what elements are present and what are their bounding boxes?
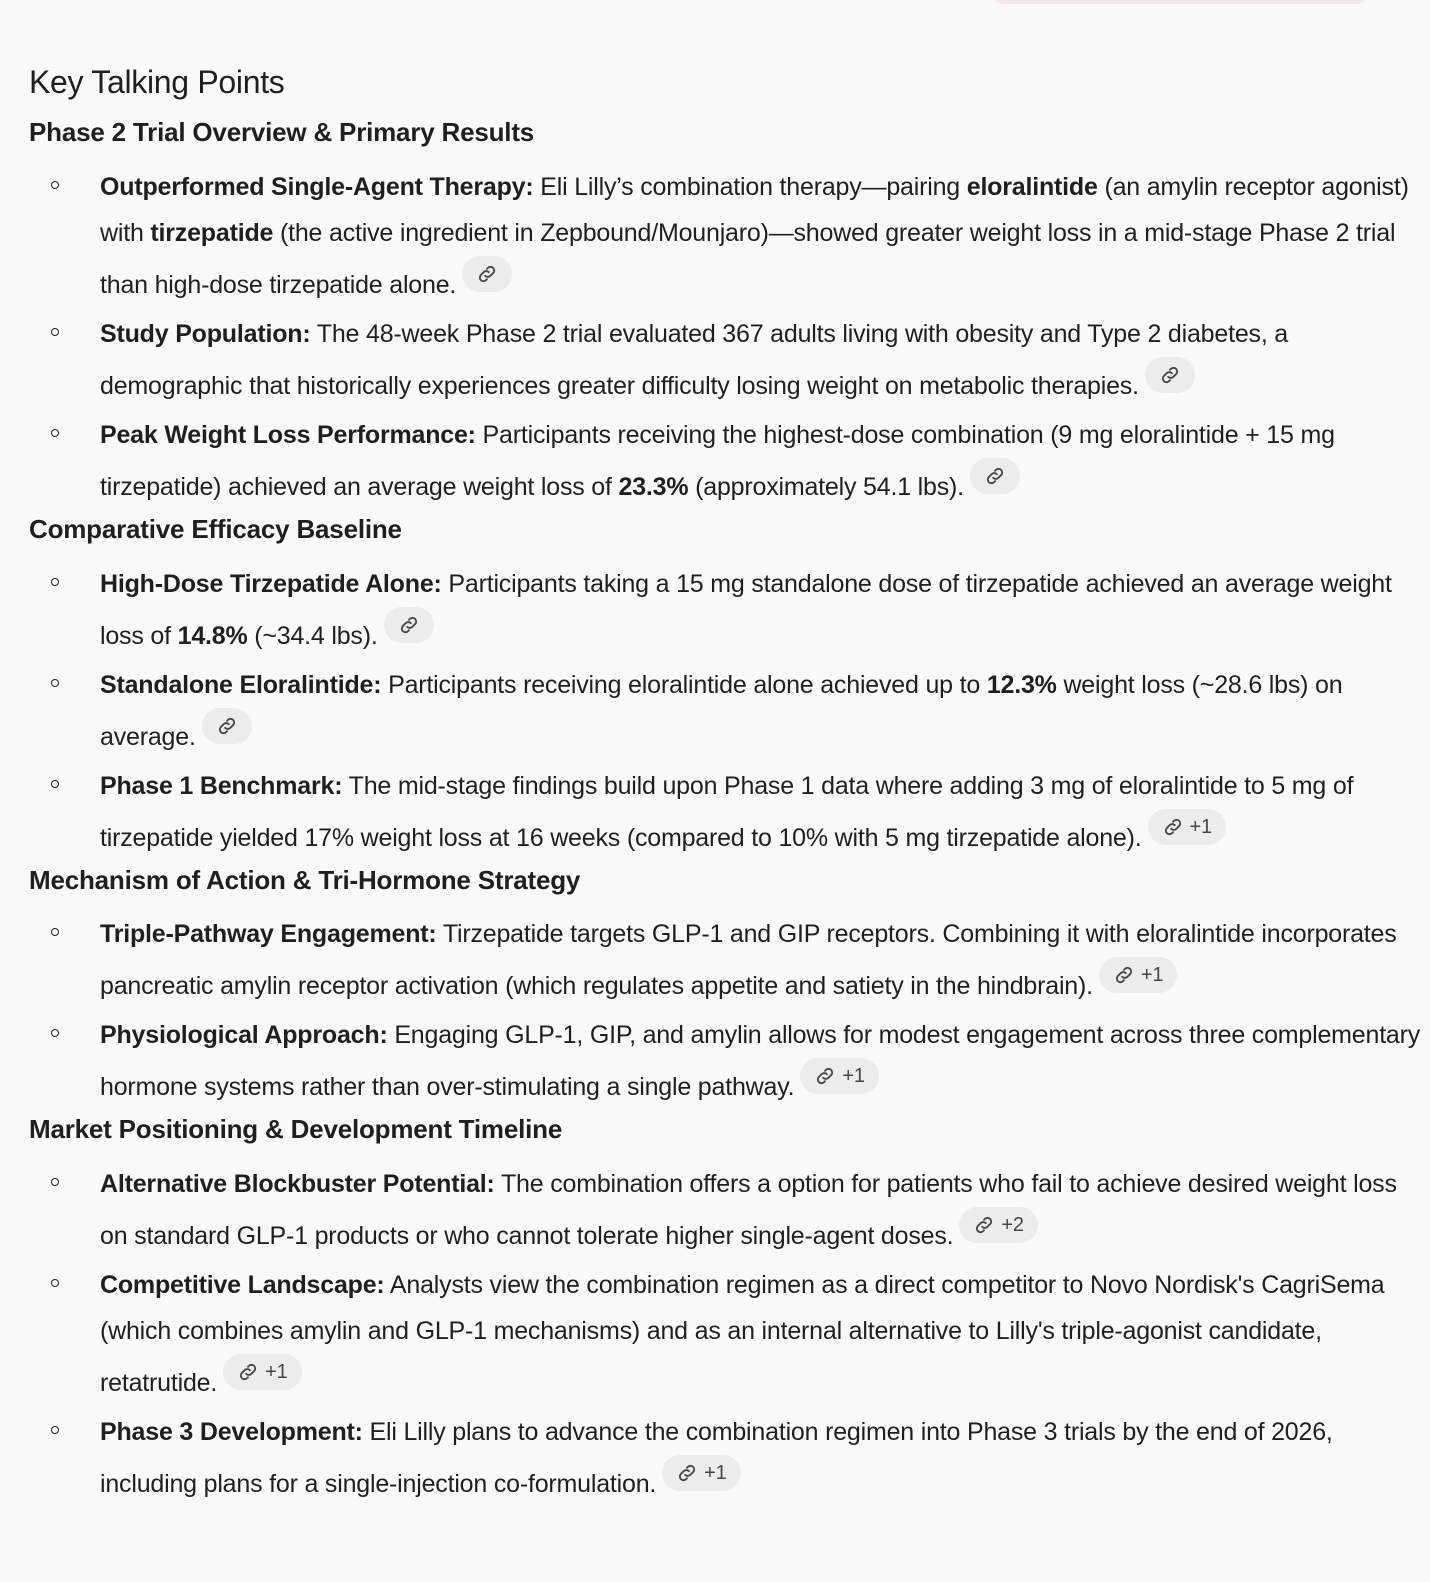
link-icon <box>237 1361 259 1383</box>
citation-count: +1 <box>1189 815 1212 838</box>
bullet-icon <box>51 780 59 788</box>
item-text: Tirzepatide targets GLP-1 and GIP receptors. Combining it with eloralintide incorporates pancreatic amylin receptor activation (which regulates appetite and satiety in the hindbrain). <box>100 920 1397 1001</box>
bullet-icon <box>51 1279 59 1287</box>
link-icon <box>973 1214 995 1236</box>
bullet-list <box>29 897 1421 1110</box>
item-text: Engaging GLP-1, GIP, and amylin allows for modest engagement across three complementary hormone systems rather than over-stimulating a single pathway. <box>100 1021 1421 1102</box>
section <box>29 513 1421 861</box>
citation-count: +1 <box>704 1462 727 1485</box>
citation-chip[interactable] <box>223 1354 301 1390</box>
list-item <box>29 1262 1421 1406</box>
item-text: (an amylin receptor agonist) with <box>100 172 1409 247</box>
section-heading: Mechanism of Action & Tri-Hormone Strategy <box>29 864 581 895</box>
emphasis-text: eloralintide <box>966 172 1098 201</box>
item-lead: Phase 1 Benchmark: <box>100 771 343 800</box>
citation-chip[interactable] <box>202 708 252 744</box>
list-item <box>29 662 1421 760</box>
bullet-list <box>29 1147 1421 1507</box>
item-lead: Triple-Pathway Engagement: <box>100 920 437 949</box>
item-text: The combination offers a option for patients who fail to achieve desired weight loss on standard GLP-1 products or who cannot tolerate higher single-agent doses. <box>100 1170 1397 1251</box>
citation-count: +2 <box>1001 1214 1024 1237</box>
item-lead: Alternative Blockbuster Potential: <box>100 1170 495 1199</box>
list-item <box>29 1409 1421 1507</box>
item-lead: Phase 3 Development: <box>100 1418 363 1447</box>
item-text: (approximately 54.1 lbs). <box>688 472 964 501</box>
bullet-icon <box>51 1178 59 1186</box>
list-item <box>29 1012 1421 1110</box>
top-decoration <box>990 0 1370 4</box>
section-heading: Market Positioning & Development Timeline <box>29 1114 563 1145</box>
emphasis-text: 23.3% <box>618 472 689 501</box>
item-text: Participants receiving eloralintide alone achieved up to <box>381 670 987 699</box>
citation-chip[interactable] <box>1099 957 1177 993</box>
citation-chip[interactable] <box>384 607 434 643</box>
bullet-icon <box>51 181 59 189</box>
emphasis-text: 12.3% <box>986 670 1057 699</box>
item-text: The 48-week Phase 2 trial evaluated 367 adults living with obesity and Type 2 diabetes, a demographic that historically experiences greater difficulty losing weight on metabolic therapies. <box>100 319 1289 400</box>
sections-container <box>29 116 1421 1507</box>
link-icon <box>398 614 420 636</box>
citation-chip[interactable] <box>462 256 512 292</box>
section <box>29 1113 1421 1507</box>
page-title: Key Talking Points <box>29 64 285 100</box>
list-item <box>29 763 1421 861</box>
citation-count: +1 <box>1140 964 1164 987</box>
link-icon <box>476 263 498 285</box>
citation-count: +1 <box>842 1065 865 1088</box>
citation-chip[interactable] <box>1148 809 1226 845</box>
response-content <box>29 62 1421 1510</box>
item-lead: Peak Weight Loss Performance: <box>100 420 476 449</box>
item-lead: Study Population: <box>100 319 311 348</box>
item-text: Eli Lilly plans to advance the combination regimen into Phase 3 trials by the end of 2026, including plans for a single-injection co-formulation. <box>100 1418 1333 1499</box>
section-heading: Phase 2 Trial Overview & Primary Results <box>29 117 535 147</box>
bullet-icon <box>51 679 59 687</box>
item-lead: Physiological Approach: <box>100 1021 388 1050</box>
bullet-icon <box>51 1029 59 1037</box>
emphasis-text: tirzepatide <box>150 218 274 247</box>
bullet-icon <box>51 928 59 936</box>
item-lead: Outperformed Single-Agent Therapy: <box>100 172 534 201</box>
list-item <box>29 164 1421 308</box>
bullet-list <box>29 547 1421 861</box>
citation-chip[interactable] <box>970 458 1020 494</box>
item-text: Participants receiving the highest-dose combination (9 mg eloralintide + 15 mg tirzepatide) achieved an average weight loss of <box>100 420 1335 501</box>
item-text: weight loss (~28.6 lbs) on average. <box>100 670 1343 751</box>
list-item <box>29 1161 1421 1259</box>
list-item <box>29 412 1421 510</box>
item-lead: Competitive Landscape: <box>100 1271 385 1300</box>
citation-chip[interactable] <box>1145 357 1195 393</box>
bullet-list <box>29 150 1421 510</box>
list-item <box>29 311 1421 409</box>
link-icon <box>676 1462 698 1484</box>
item-text: Eli Lilly’s combination therapy—pairing <box>533 172 967 201</box>
citation-chip[interactable] <box>959 1207 1037 1243</box>
bullet-icon <box>51 429 59 437</box>
link-icon <box>216 715 238 737</box>
emphasis-text: 14.8% <box>177 621 248 650</box>
bullet-icon <box>51 578 59 586</box>
item-text: Analysts view the combination regimen as a direct competitor to Novo Nordisk's CagriSema (which combines amylin and GLP-1 mechanisms) and as an internal alternative to Lilly's triple-agonist candidate, retatrutide. <box>100 1271 1385 1398</box>
list-item <box>29 561 1421 659</box>
section-heading: Comparative Efficacy Baseline <box>29 513 402 544</box>
list-item <box>29 911 1421 1009</box>
bullet-icon <box>51 1426 59 1434</box>
item-lead: High-Dose Tirzepatide Alone: <box>100 569 442 598</box>
section <box>29 864 1421 1111</box>
item-text: The mid-stage findings build upon Phase 1 data where adding 3 mg of eloralintide to 5 mg of tirzepatide yielded 17% weight loss at 16 weeks (compared to 10% with 5 mg tirzepatide alone). <box>100 771 1354 852</box>
link-icon <box>814 1065 836 1087</box>
item-text: (the active ingredient in Zepbound/Mounjaro)—showed greater weight loss in a mid-stage Phase 2 trial than high-dose tirzepatide alone. <box>100 218 1396 299</box>
bullet-icon <box>51 328 59 336</box>
citation-chip[interactable] <box>800 1058 878 1094</box>
section <box>29 116 1421 510</box>
link-icon <box>1159 364 1181 386</box>
link-icon <box>1162 816 1184 838</box>
link-icon <box>1113 964 1135 986</box>
citation-count: +1 <box>265 1361 288 1384</box>
item-text: (~34.4 lbs). <box>247 621 378 650</box>
item-lead: Standalone Eloralintide: <box>100 670 382 699</box>
item-text: Participants taking a 15 mg standalone dose of tirzepatide achieved an average weight loss of <box>100 569 1392 650</box>
link-icon <box>984 465 1006 487</box>
citation-chip[interactable] <box>662 1455 740 1491</box>
